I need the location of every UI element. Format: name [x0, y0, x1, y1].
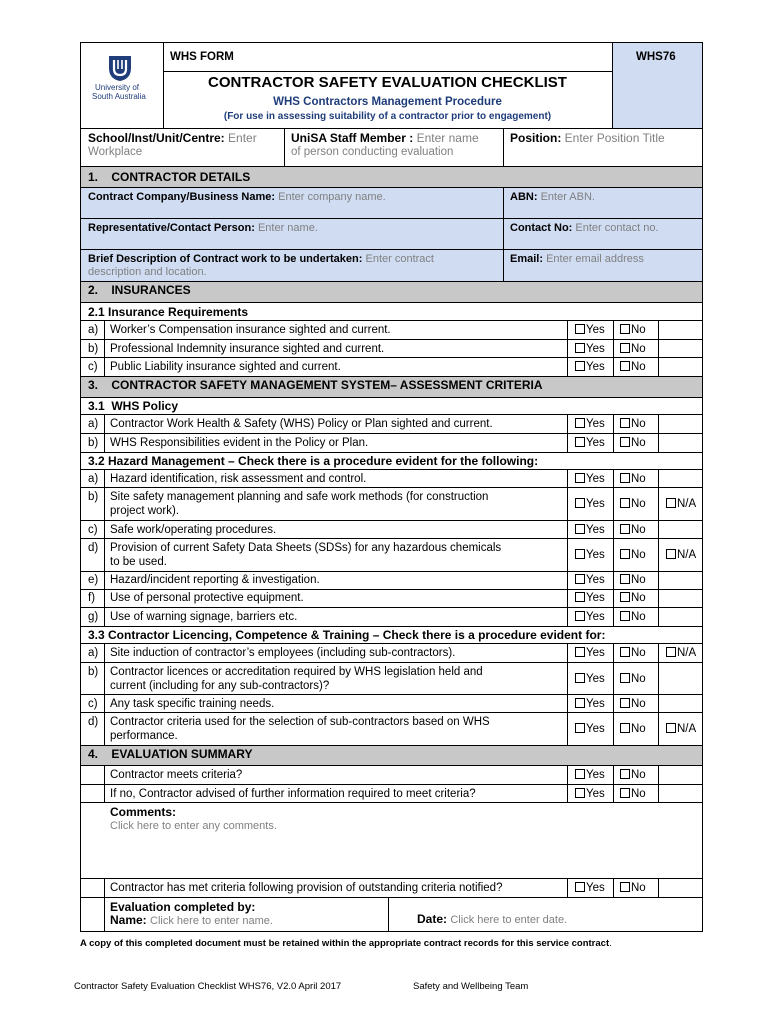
yes-checkbox[interactable]	[575, 417, 605, 431]
yes-checkbox[interactable]	[575, 697, 605, 711]
grid-line	[80, 712, 703, 713]
item-text: Contractor Work Health & Safety (WHS) Policy or Plan sighted and current.	[110, 418, 493, 430]
yes-label: Yes	[586, 723, 605, 735]
yes-checkbox[interactable]	[575, 523, 605, 537]
no-label: No	[631, 592, 646, 604]
yes-label: Yes	[586, 769, 605, 781]
yes-label: Yes	[586, 611, 605, 623]
retention-note	[80, 938, 612, 950]
item-letter: f)	[88, 592, 96, 604]
yes-box-icon	[575, 361, 585, 371]
grid-line	[80, 745, 703, 746]
yes-box-icon	[575, 788, 585, 798]
company-name-label: Contract Company/Business Name:	[88, 191, 276, 203]
retention-note-text: A copy of this completed document must be retained within the appropriate contract records for this service contract	[80, 938, 610, 949]
footer-document: Contractor Safety Evaluation Checklist WHS76, V2.0 April 2017	[74, 981, 342, 992]
yes-checkbox[interactable]	[575, 360, 605, 374]
no-checkbox[interactable]	[620, 497, 646, 511]
no-box-icon	[620, 549, 630, 559]
no-label: No	[631, 361, 646, 373]
no-label: No	[631, 769, 646, 781]
yes-box-icon	[575, 723, 585, 733]
na-label: N/A	[677, 647, 697, 659]
no-label: No	[631, 324, 646, 336]
no-box-icon	[620, 611, 630, 621]
description-placeholder: Enter contract	[365, 253, 434, 265]
grid-line	[388, 897, 389, 932]
yes-label: Yes	[586, 673, 605, 685]
no-checkbox[interactable]	[620, 722, 646, 736]
item-letter: d)	[88, 716, 99, 728]
yes-checkbox[interactable]	[575, 881, 605, 895]
grid-line	[613, 414, 614, 452]
item-letter: c)	[88, 698, 98, 710]
form-code: WHS76	[636, 51, 676, 63]
item-text: Any task specific training needs.	[110, 698, 275, 710]
no-label: No	[631, 673, 646, 685]
no-box-icon	[620, 882, 630, 892]
no-label: No	[631, 418, 646, 430]
no-label: No	[631, 549, 646, 561]
yes-label: Yes	[586, 882, 605, 894]
abn-label: ABN:	[510, 191, 538, 203]
item-letter: a)	[88, 473, 99, 485]
grid-line	[163, 71, 612, 72]
grid-line	[80, 897, 703, 898]
no-label: No	[631, 524, 646, 536]
item-text: Safe work/operating procedures.	[110, 524, 277, 536]
logo-text-line2: South Australia	[92, 92, 146, 101]
yes-box-icon	[575, 437, 585, 447]
usage-note: (For use in assessing suitability of a contractor prior to engagement)	[223, 111, 552, 122]
grid-line	[80, 414, 703, 415]
grid-line	[104, 765, 105, 802]
yes-label: Yes	[586, 473, 605, 485]
description-label: Brief Description of Contract work to be undertaken:	[88, 253, 363, 265]
yes-box-icon	[575, 698, 585, 708]
item-letter: a)	[88, 647, 99, 659]
grid-line	[80, 694, 703, 695]
yes-label: Yes	[586, 698, 605, 710]
yes-checkbox[interactable]	[575, 787, 605, 801]
no-box-icon	[620, 769, 630, 779]
grid-line	[80, 802, 703, 803]
grid-line	[567, 643, 568, 745]
grid-line	[80, 784, 703, 785]
na-checkbox[interactable]	[666, 646, 696, 660]
grid-line	[80, 166, 703, 167]
no-box-icon	[620, 788, 630, 798]
grid-line	[80, 452, 703, 453]
school-label: School/Inst/Unit/Centre:	[88, 131, 225, 145]
abn-field[interactable]	[510, 190, 595, 204]
representative-label: Representative/Contact Person:	[88, 222, 255, 234]
met-after-question: Contractor has met criteria following provision of outstanding criteria notified?	[110, 882, 503, 894]
form-title: CONTRACTOR SAFETY EVALUATION CHECKLIST	[208, 74, 567, 91]
logo-text-line1: University of	[95, 83, 140, 92]
no-checkbox[interactable]	[620, 436, 646, 450]
grid-line	[567, 878, 568, 897]
grid-line	[80, 249, 703, 250]
na-box-icon	[666, 723, 676, 733]
grid-line	[567, 469, 568, 626]
yes-label: Yes	[586, 788, 605, 800]
advised-question: If no, Contractor advised of further information required to meet criteria?	[110, 788, 476, 800]
grid-line	[80, 469, 703, 470]
yes-box-icon	[575, 418, 585, 428]
yes-checkbox[interactable]	[575, 610, 605, 624]
yes-box-icon	[575, 673, 585, 683]
no-box-icon	[620, 723, 630, 733]
item-text: Contractor licences or accreditation required by WHS legislation held and	[110, 666, 483, 678]
na-label: N/A	[677, 498, 697, 510]
section3-heading: 3. CONTRACTOR SAFETY MANAGEMENT SYSTEM– ASSESSMENT CRITERIA	[88, 378, 543, 392]
grid-line	[80, 662, 703, 663]
grid-line	[104, 469, 105, 626]
email-placeholder: Enter email address	[546, 253, 644, 265]
no-checkbox[interactable]	[620, 881, 646, 895]
no-box-icon	[620, 647, 630, 657]
na-box-icon	[666, 498, 676, 508]
yes-label: Yes	[586, 418, 605, 430]
email-field[interactable]	[510, 252, 644, 266]
no-checkbox[interactable]	[620, 573, 646, 587]
no-box-icon	[620, 324, 630, 334]
grid-line	[104, 878, 105, 897]
staff-member-placeholder: Enter name	[416, 131, 479, 145]
contact-no-label: Contact No:	[510, 222, 573, 234]
name-label: Name:	[110, 913, 147, 927]
date-label: Date:	[417, 912, 448, 926]
grid-line	[658, 643, 659, 745]
company-name-placeholder: Enter company name.	[278, 191, 386, 203]
no-label: No	[631, 498, 646, 510]
section1-heading: 1. CONTRACTOR DETAILS	[88, 170, 251, 184]
representative-field[interactable]	[88, 221, 318, 235]
grid-line	[80, 571, 703, 572]
grid-line	[613, 469, 614, 626]
item-letter: a)	[88, 324, 99, 336]
name-field[interactable]	[110, 913, 273, 928]
staff-member-field[interactable]	[291, 131, 479, 145]
hazard-subheading: 3.2 Hazard Management – Check there is a procedure evident for the following:	[88, 454, 539, 468]
yes-label: Yes	[586, 343, 605, 355]
abn-placeholder: Enter ABN.	[540, 191, 595, 203]
no-label: No	[631, 611, 646, 623]
grid-line	[612, 42, 613, 128]
grid-line	[567, 320, 568, 376]
yes-box-icon	[575, 343, 585, 353]
no-checkbox[interactable]	[620, 417, 646, 431]
grid-line	[613, 878, 614, 897]
grid-line	[80, 187, 703, 188]
grid-line	[658, 765, 659, 802]
yes-box-icon	[575, 524, 585, 534]
no-label: No	[631, 343, 646, 355]
item-text: WHS Responsibilities evident in the Policy or Plan.	[110, 437, 369, 449]
item-text: Worker’s Compensation insurance sighted and current.	[110, 324, 391, 336]
contact-no-field[interactable]	[510, 221, 659, 235]
grid-line	[567, 765, 568, 802]
item-letter: c)	[88, 361, 98, 373]
no-box-icon	[620, 343, 630, 353]
item-letter: e)	[88, 574, 99, 586]
yes-checkbox[interactable]	[575, 342, 605, 356]
yes-label: Yes	[586, 324, 605, 336]
item-text: Hazard identification, risk assessment and control.	[110, 473, 367, 485]
no-checkbox[interactable]	[620, 768, 646, 782]
section4-heading: 4. EVALUATION SUMMARY	[88, 747, 253, 761]
company-name-field[interactable]	[88, 190, 386, 204]
date-placeholder: Click here to enter date.	[450, 914, 568, 926]
no-label: No	[631, 574, 646, 586]
yes-checkbox[interactable]	[575, 591, 605, 605]
no-checkbox[interactable]	[620, 697, 646, 711]
school-field[interactable]	[88, 131, 257, 145]
grid-line	[503, 187, 504, 281]
yes-checkbox[interactable]	[575, 548, 605, 562]
no-checkbox[interactable]	[620, 323, 646, 337]
item-letter: b)	[88, 491, 99, 503]
yes-checkbox[interactable]	[575, 722, 605, 736]
grid-line	[80, 281, 703, 282]
no-box-icon	[620, 361, 630, 371]
grid-line	[613, 643, 614, 745]
yes-box-icon	[575, 498, 585, 508]
grid-line	[80, 589, 703, 590]
date-field[interactable]	[417, 912, 567, 927]
na-box-icon	[666, 647, 676, 657]
no-box-icon	[620, 524, 630, 534]
grid-line	[613, 765, 614, 802]
meets-criteria-question: Contractor meets criteria?	[110, 769, 243, 781]
yes-label: Yes	[586, 437, 605, 449]
grid-line	[80, 357, 703, 358]
description-placeholder-cont: description and location.	[88, 266, 207, 278]
na-checkbox[interactable]	[666, 548, 696, 562]
item-text-cont: performance.	[110, 730, 178, 742]
no-checkbox[interactable]	[620, 787, 646, 801]
yes-box-icon	[575, 592, 585, 602]
item-letter: a)	[88, 418, 99, 430]
yes-box-icon	[575, 647, 585, 657]
yes-checkbox[interactable]	[575, 436, 605, 450]
no-checkbox[interactable]	[620, 472, 646, 486]
no-box-icon	[620, 574, 630, 584]
university-logo-icon	[105, 54, 135, 82]
school-placeholder-cont: Workplace	[88, 146, 143, 158]
grid-line	[80, 643, 703, 644]
position-placeholder: Enter Position Title	[564, 131, 665, 145]
no-checkbox[interactable]	[620, 591, 646, 605]
email-label: Email:	[510, 253, 544, 265]
grid-line	[104, 897, 105, 932]
no-label: No	[631, 723, 646, 735]
yes-label: Yes	[586, 574, 605, 586]
no-label: No	[631, 647, 646, 659]
staff-member-label: UniSA Staff Member :	[291, 131, 414, 145]
description-field[interactable]	[88, 252, 434, 266]
item-letter: d)	[88, 542, 99, 554]
staff-member-placeholder-cont: of person conducting evaluation	[291, 146, 454, 158]
position-label: Position:	[510, 131, 562, 145]
yes-checkbox[interactable]	[575, 646, 605, 660]
no-label: No	[631, 882, 646, 894]
no-box-icon	[620, 418, 630, 428]
section2-heading: 2. INSURANCES	[88, 283, 191, 297]
yes-label: Yes	[586, 647, 605, 659]
no-box-icon	[620, 592, 630, 602]
yes-box-icon	[575, 324, 585, 334]
item-text: Site safety management planning and safe work methods (for construction	[110, 491, 489, 503]
yes-checkbox[interactable]	[575, 472, 605, 486]
yes-box-icon	[575, 473, 585, 483]
item-text: Public Liability insurance sighted and current.	[110, 361, 341, 373]
no-checkbox[interactable]	[620, 610, 646, 624]
licence-subheading: 3.3 Contractor Licencing, Competence & Training – Check there is a procedure evident for:	[88, 628, 606, 642]
name-placeholder: Click here to enter name.	[150, 915, 273, 927]
no-label: No	[631, 788, 646, 800]
grid-line	[80, 607, 703, 608]
yes-label: Yes	[586, 498, 605, 510]
yes-box-icon	[575, 769, 585, 779]
no-label: No	[631, 473, 646, 485]
item-text: Hazard/incident reporting & investigation.	[110, 574, 320, 586]
school-placeholder: Enter	[228, 131, 257, 145]
grid-line	[104, 643, 105, 745]
yes-label: Yes	[586, 361, 605, 373]
no-checkbox[interactable]	[620, 360, 646, 374]
form-subtitle: WHS Contractors Management Procedure	[273, 96, 502, 108]
grid-line	[658, 320, 659, 376]
item-text: Contractor criteria used for the selection of sub-contractors based on WHS	[110, 716, 490, 728]
representative-placeholder: Enter name.	[257, 222, 318, 234]
no-checkbox[interactable]	[620, 548, 646, 562]
na-checkbox[interactable]	[666, 722, 696, 736]
position-field[interactable]	[510, 131, 665, 145]
grid-line	[104, 414, 105, 452]
yes-box-icon	[575, 882, 585, 892]
item-letter: b)	[88, 343, 99, 355]
comments-placeholder[interactable]: Click here to enter any comments.	[110, 820, 277, 832]
grid-line	[80, 128, 703, 129]
item-text-cont: project work).	[110, 505, 180, 517]
yes-checkbox[interactable]	[575, 768, 605, 782]
grid-line	[80, 397, 703, 398]
yes-label: Yes	[586, 592, 605, 604]
item-text: Use of warning signage, barriers etc.	[110, 611, 298, 623]
yes-label: Yes	[586, 524, 605, 536]
retention-note-period: .	[609, 938, 612, 949]
grid-line	[503, 128, 504, 166]
no-checkbox[interactable]	[620, 672, 646, 686]
no-label: No	[631, 698, 646, 710]
grid-line	[104, 320, 105, 376]
yes-checkbox[interactable]	[575, 573, 605, 587]
item-text: Site induction of contractor’s employees (including sub-contractors).	[110, 647, 456, 659]
no-label: No	[631, 437, 646, 449]
na-label: N/A	[677, 723, 697, 735]
insurance-subheading: 2.1 Insurance Requirements	[88, 305, 249, 319]
grid-line	[80, 626, 703, 627]
item-letter: c)	[88, 524, 98, 536]
yes-box-icon	[575, 611, 585, 621]
grid-line	[284, 128, 285, 166]
grid-line	[80, 218, 703, 219]
yes-box-icon	[575, 549, 585, 559]
grid-line	[80, 520, 703, 521]
grid-line	[658, 878, 659, 897]
item-letter: b)	[88, 666, 99, 678]
no-box-icon	[620, 473, 630, 483]
no-checkbox[interactable]	[620, 523, 646, 537]
grid-line	[658, 414, 659, 452]
contact-no-placeholder: Enter contact no.	[575, 222, 659, 234]
yes-checkbox[interactable]	[575, 497, 605, 511]
grid-line	[80, 878, 703, 879]
grid-line	[80, 765, 703, 766]
no-box-icon	[620, 498, 630, 508]
item-text: Professional Indemnity insurance sighted and current.	[110, 343, 385, 355]
no-box-icon	[620, 673, 630, 683]
item-text: Use of personal protective equipment.	[110, 592, 304, 604]
footer-team: Safety and Wellbeing Team	[413, 981, 529, 992]
yes-box-icon	[575, 574, 585, 584]
yes-checkbox[interactable]	[575, 323, 605, 337]
item-text-cont: to be used.	[110, 556, 167, 568]
grid-line	[80, 376, 703, 377]
grid-line	[80, 487, 703, 488]
no-checkbox[interactable]	[620, 342, 646, 356]
item-letter: g)	[88, 611, 99, 623]
na-label: N/A	[677, 549, 697, 561]
na-box-icon	[666, 549, 676, 559]
yes-label: Yes	[586, 549, 605, 561]
item-text: Provision of current Safety Data Sheets (SDSs) for any hazardous chemicals	[110, 542, 502, 554]
no-box-icon	[620, 437, 630, 447]
whs-policy-subheading: 3.1 WHS Policy	[88, 399, 179, 413]
grid-line	[80, 339, 703, 340]
grid-line	[80, 320, 703, 321]
grid-line	[80, 538, 703, 539]
completed-by-label: Evaluation completed by:	[110, 900, 256, 914]
no-box-icon	[620, 698, 630, 708]
grid-line	[80, 302, 703, 303]
yes-checkbox[interactable]	[575, 672, 605, 686]
grid-line	[613, 320, 614, 376]
comments-label: Comments:	[110, 805, 177, 819]
grid-line	[80, 433, 703, 434]
form-type-label: WHS FORM	[170, 51, 234, 63]
item-letter: b)	[88, 437, 99, 449]
no-checkbox[interactable]	[620, 646, 646, 660]
na-checkbox[interactable]	[666, 497, 696, 511]
grid-line	[658, 469, 659, 626]
grid-line	[567, 414, 568, 452]
item-text-cont: current (including for any sub-contractors)?	[110, 680, 330, 692]
